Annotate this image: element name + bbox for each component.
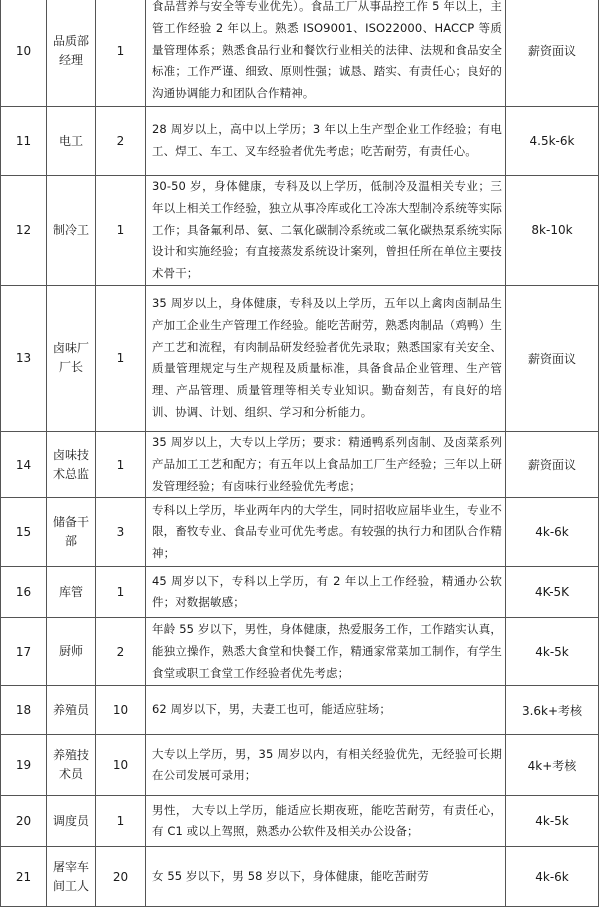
position-title: 品质部经理 bbox=[47, 0, 96, 107]
headcount: 2 bbox=[96, 107, 146, 176]
position-title: 屠宰车间工人 bbox=[47, 847, 96, 907]
row-number: 18 bbox=[1, 686, 47, 735]
headcount: 1 bbox=[96, 176, 146, 286]
requirements: 35 周岁以上，大专以上学历；要求：精通鸭系列卤制、及卤菜系列产品加工工艺和配方；有五年以上食品加工厂生产经验；三年以上研发管理经验；有卤味行业经验优先考虑； bbox=[146, 431, 506, 497]
requirements: 大专以上学历，男，35 周岁以内，有相关经验优先，无经验可长期在公司发展可录用； bbox=[146, 735, 506, 796]
headcount: 10 bbox=[96, 735, 146, 796]
position-title: 储备干部 bbox=[47, 498, 96, 567]
headcount: 1 bbox=[96, 796, 146, 847]
salary: 薪资面议 bbox=[506, 285, 599, 431]
salary: 3.6k+考核 bbox=[506, 686, 599, 735]
table-row bbox=[1, 431, 599, 497]
headcount: 1 bbox=[96, 285, 146, 431]
table-row bbox=[1, 176, 599, 286]
position-title: 制冷工 bbox=[47, 176, 96, 286]
salary: 4.5k-6k bbox=[506, 107, 599, 176]
requirements: 女 55 岁以下，男 58 岁以下，身体健康，能吃苦耐劳 bbox=[146, 847, 506, 907]
position-title: 养殖员 bbox=[47, 686, 96, 735]
table-row bbox=[1, 735, 599, 796]
requirements: 35 周岁以上，身体健康，专科及以上学历，五年以上禽肉卤制品生产加工企业生产管理工作经验。能吃苦耐劳，熟悉肉制品（鸡鸭）生产工艺和流程，有肉制品研发经验者优先录取；熟悉国家有关安全、质量管理规定与生产规程及质量标准，具备食品企业管理、生产管理、产品管理、质量管理等相关专业知识。勤奋刻苦，有良好的培训、协调、计划、组织、学习和分析能力。 bbox=[146, 285, 506, 431]
row-number: 11 bbox=[1, 107, 47, 176]
table-row bbox=[1, 796, 599, 847]
salary: 8k-10k bbox=[506, 176, 599, 286]
row-number: 21 bbox=[1, 847, 47, 907]
salary: 4k-5k bbox=[506, 796, 599, 847]
row-number: 13 bbox=[1, 285, 47, 431]
salary: 4k-6k bbox=[506, 498, 599, 567]
headcount: 1 bbox=[96, 567, 146, 618]
headcount: 3 bbox=[96, 498, 146, 567]
requirements: 45 周岁以下，专科以上学历，有 2 年以上工作经验，精通办公软件；对数据敏感； bbox=[146, 567, 506, 618]
row-number: 20 bbox=[1, 796, 47, 847]
salary: 4K-5K bbox=[506, 567, 599, 618]
row-number: 10 bbox=[1, 0, 47, 107]
salary: 4k-6k bbox=[506, 847, 599, 907]
requirements: 62 周岁以下，男，夫妻工也可，能适应驻场； bbox=[146, 686, 506, 735]
row-number: 19 bbox=[1, 735, 47, 796]
position-title: 养殖技术员 bbox=[47, 735, 96, 796]
salary: 4k-5k bbox=[506, 618, 599, 686]
requirements: 年龄 55 岁以下，男性，身体健康，热爱服务工作，工作踏实认真，能独立操作，熟悉大食堂和快餐工作，精通家常菜加工制作，有学生食堂或职工食堂工作经验者优先考虑； bbox=[146, 618, 506, 686]
table-row bbox=[1, 0, 599, 107]
position-title: 厨师 bbox=[47, 618, 96, 686]
table-row bbox=[1, 847, 599, 907]
requirements: 男性， 大专以上学历，能适应长期夜班，能吃苦耐劳，有责任心，有 C1 或以上驾照，熟悉办公软件及相关办公设备； bbox=[146, 796, 506, 847]
headcount: 1 bbox=[96, 0, 146, 107]
position-title: 电工 bbox=[47, 107, 96, 176]
table-row bbox=[1, 567, 599, 618]
table-row bbox=[1, 107, 599, 176]
headcount: 20 bbox=[96, 847, 146, 907]
position-title: 库管 bbox=[47, 567, 96, 618]
position-title: 调度员 bbox=[47, 796, 96, 847]
row-number: 14 bbox=[1, 431, 47, 497]
row-number: 15 bbox=[1, 498, 47, 567]
headcount: 1 bbox=[96, 431, 146, 497]
requirements: 28 周岁以上，高中以上学历；3 年以上生产型企业工作经验；有电工、焊工、车工、叉车经验者优先考虑；吃苦耐劳，有责任心。 bbox=[146, 107, 506, 176]
row-number: 16 bbox=[1, 567, 47, 618]
requirements: 30-50 岁，身体健康，专科及以上学历，低制冷及温相关专业；三年以上相关工作经验，独立从事冷库或化工冷冻大型制冷系统等实际工作；具备氟利昂、氨、二氧化碳制冷系统或二氧化碳热泵系统实际设计和实施经验；有直接蒸发系统设计案列，曾担任所在单位主要技术骨干； bbox=[146, 176, 506, 286]
table-row bbox=[1, 618, 599, 686]
table-row bbox=[1, 686, 599, 735]
requirements: 专科以上学历，毕业两年内的大学生，同时招收应届毕业生，专业不限，畜牧专业、食品专业可优先考虑。有较强的执行力和团队合作精神； bbox=[146, 498, 506, 567]
salary: 薪资面议 bbox=[506, 431, 599, 497]
salary: 4k+考核 bbox=[506, 735, 599, 796]
position-title: 卤味厂厂长 bbox=[47, 285, 96, 431]
salary: 薪资面议 bbox=[506, 0, 599, 107]
row-number: 12 bbox=[1, 176, 47, 286]
headcount: 2 bbox=[96, 618, 146, 686]
headcount: 10 bbox=[96, 686, 146, 735]
row-number: 17 bbox=[1, 618, 47, 686]
table-row bbox=[1, 498, 599, 567]
position-title: 卤味技术总监 bbox=[47, 431, 96, 497]
requirements: 食品营养与安全等专业优先）。食品工厂从事品控工作 5 年以上，主管工作经验 2 年以上。熟悉 ISO9001、ISO22000、HACCP 等质量管理体系；熟悉食品行业和餐饮行业相关的法律、法规和食品安全标准；工作严谨、细致、原则性强；诚恳、踏实、有责任心；良好的沟通协调能力和团队合作精神。 bbox=[146, 0, 506, 107]
table-row bbox=[1, 285, 599, 431]
